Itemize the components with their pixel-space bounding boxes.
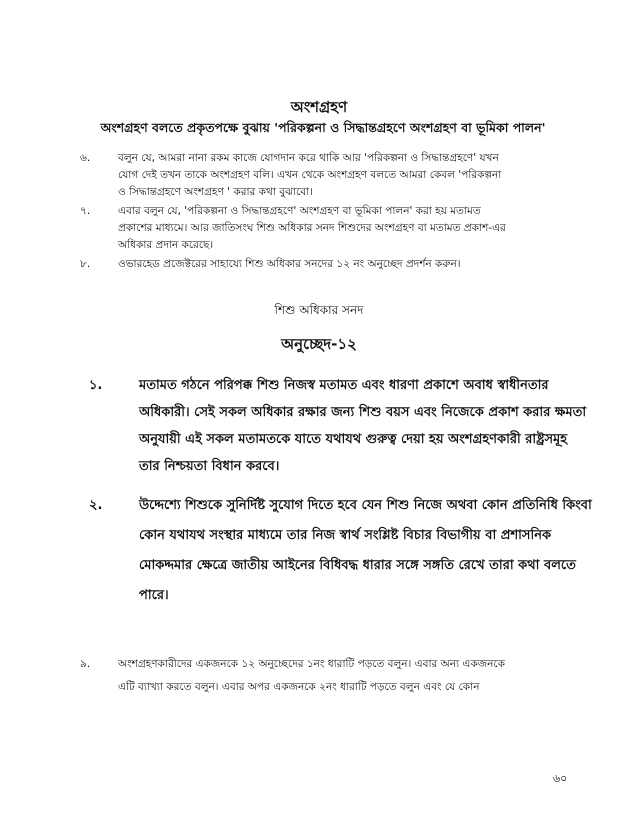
page-title: অংশগ্রহণ: [290, 98, 348, 116]
item-number: ৮.: [80, 258, 91, 270]
item-line: অংশগ্রহণকারীদের একজনকে ১২ অনুচ্ছেদের ১নং ধারাটি পড়তে বলুন। এবার অন্য একজনকে: [118, 658, 505, 670]
item-number: ৯.: [80, 658, 91, 670]
article-clause-1: [89, 372, 589, 480]
clause-number: ১.: [89, 378, 103, 393]
clause-line: অধিকারী। সেই সকল অধিকার রক্ষার জন্য শিশু বয়স এবং নিজেকে প্রকাশ করার ক্ষমতা: [139, 405, 587, 420]
list-item-6: [80, 150, 558, 201]
item-number: ৭.: [80, 205, 91, 217]
item-line: ওভারহেড প্রজেক্টরের সাহায্যে শিশু অধিকার সনদের ১২ নং অনুচ্ছেদ প্রদর্শন করুন।: [118, 258, 461, 270]
page-number: ৬০: [553, 772, 568, 785]
list-item-9: [80, 653, 558, 699]
item-line: যোগ দেই তখন তাকে অংশগ্রহণ বলি। এখন থেকে অংশগ্রহণ বলতে আমরা কেবল 'পরিকল্পনা: [118, 169, 502, 181]
clause-line: মোকদ্দমার ক্ষেত্রে জাতীয় আইনের বিধিবদ্ধ ধারার সঙ্গে সঙ্গতি রেখে তারা কথা বলতে: [139, 558, 576, 573]
item-line: এবার বলুন যে, 'পরিকল্পনা ও সিদ্ধান্তগ্রহণে' অংশগ্রহণ বা ভূমিকা পালন' করা হয় মতামত: [118, 205, 481, 217]
item-line: অধিকার প্রদান করেছে।: [118, 239, 214, 251]
page-subtitle: অংশগ্রহণ বলতে প্রকৃতপক্ষে বুঝায় 'পরিকল্পনা ও সিদ্ধান্তগ্রহণে অংশগ্রহণ বা ভূমিকা পালন': [100, 120, 546, 135]
article-title: অনুচ্ছেদ-১২: [281, 335, 357, 353]
item-number: ৬.: [80, 152, 91, 164]
clause-line: উদ্দেশ্যে শিশুকে সুনির্দিষ্ট সুযোগ দিতে হবে যেন শিশু নিজে অথবা কোন প্রতিনিধি কিংবা: [139, 498, 592, 513]
clause-line: মতামত গঠনে পরিপক্ক শিশু নিজস্ব মতামত এবং ধারণা প্রকাশে অবাধ স্বাধীনতার: [139, 378, 549, 393]
clause-line: পারে।: [139, 588, 169, 603]
section-title: শিশু অধিকার সনদ: [274, 303, 364, 317]
item-line: বলুন যে, আমরা নানা রকম কাজে যোগদান করে থাকি আর 'পরিকল্পনা ও সিদ্ধান্তগ্রহণে' যখন: [118, 152, 499, 164]
clause-line: কোন যথাযথ সংস্থার মাধ্যমে তার নিজ স্বার্থ সংশ্লিষ্ট বিচার বিভাগীয় বা প্রশাসনিক: [139, 528, 552, 543]
item-line: ও সিদ্ধান্তগ্রহণে অংশগ্রহণ ' করার কথা বুঝাবো।: [118, 186, 313, 198]
list-item-8: [80, 256, 558, 273]
clause-line: তার নিশ্চয়তা বিধান করবে।: [139, 459, 280, 474]
list-item-7: [80, 203, 558, 254]
article-clause-2: [89, 491, 592, 611]
clause-line: অনুযায়ী এই সকল মতামতকে যাতে যথাযথ গুরুত্ব দেয়া হয় অংশগ্রহণকারী রাষ্ট্রসমূহ: [139, 432, 568, 447]
item-line: প্রকাশের মাধ্যমে। আর জাতিসংঘ শিশু অধিকার সনদ শিশুদের অংশগ্রহণ বা মতামত প্রকাশ-এর: [118, 222, 506, 234]
item-line: এটি ব্যাখ্যা করতে বলুন। এবার অপর একজনকে ২নং ধারাটি পড়তে বলুন এবং যে কোন: [118, 681, 480, 693]
clause-number: ২.: [89, 498, 103, 513]
